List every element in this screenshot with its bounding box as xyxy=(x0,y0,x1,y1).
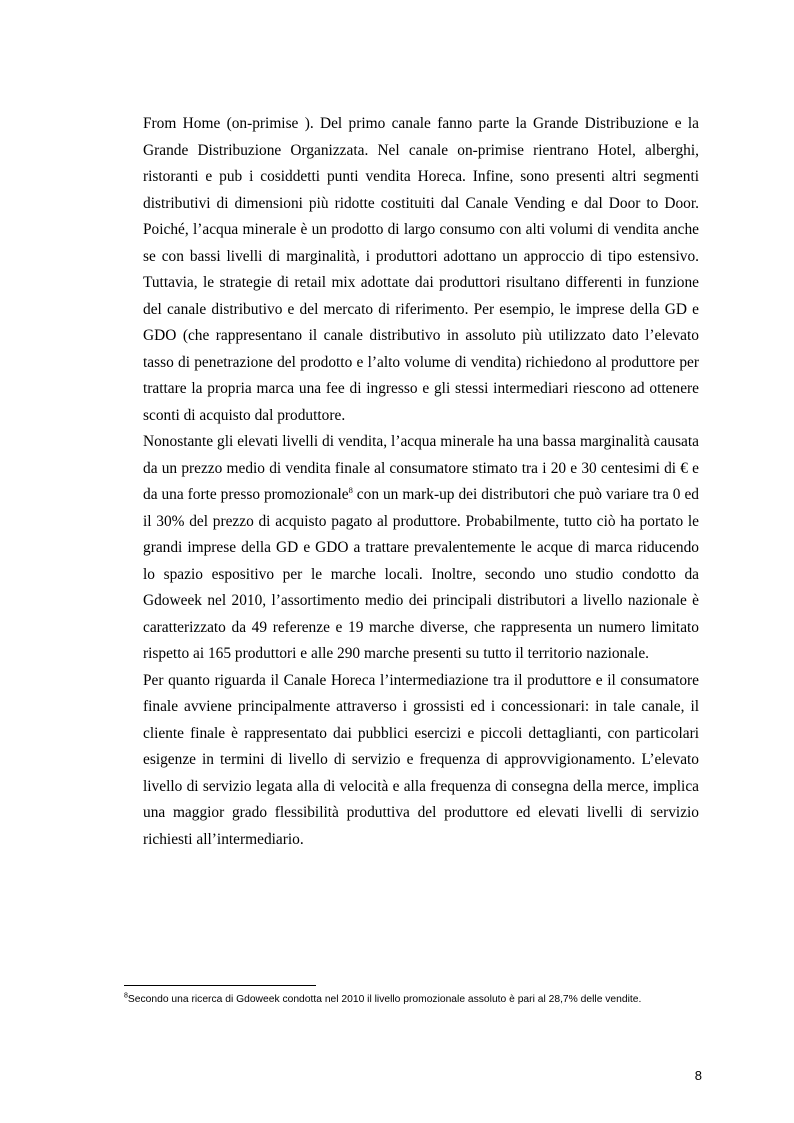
paragraph-1: From Home (on-primise ). Del primo canale fanno parte la Grande Distribuzione e la Grande Distribuzione Organizzata. Nel canale on-primise rientrano Hotel, alberghi, ristoranti e pub i cosiddetti punti vendita Horeca. Infine, sono presenti altri segmenti distributivi di dimensioni più ridotte costituiti dal Canale Vending e dal Door to Door. Poiché, l’acqua minerale è un prodotto di largo consumo con alti volumi di vendita anche se con bassi livelli di marginalità, i produttori adottano un approccio di tipo estensivo. Tuttavia, le strategie di retail mix adottate dai produttori risultano differenti in funzione del canale distributivo e del mercato di riferimento. Per esempio, le imprese della GD e GDO (che rappresentano il canale distributivo in assoluto più utilizzato dato l’elevato tasso di penetrazione del prodotto e l’alto volume di vendita) richiedono al produttore per trattare la propria marca una fee di ingresso e gli stessi intermediari riescono ad ottenere sconti di acquisto dal produttore. xyxy=(143,115,699,424)
footnote-reference[interactable]: 8 xyxy=(348,484,353,495)
paragraph-3: Per quanto riguarda il Canale Horeca l’intermediazione tra il produttore e il consumatore finale avviene principalmente attraverso i grossisti ed i concessionari: in tale canale, il cliente finale è rappresentato dai pubblici esercizi e piccoli dettaglianti, con particolari esigenze in termini di livello di servizio e frequenza di approvvigionamento. L’elevato livello di servizio legata alla di velocità e alla frequenza di consegna della merce, implica una maggior grado flessibilità produttiva del produttore ed elevati livelli di servizio richiesti all’intermediario. xyxy=(143,671,699,848)
page-number: 8 xyxy=(694,1068,702,1083)
footnote-text: Secondo una ricerca di Gdoweek condotta nel 2010 il livello promozionale assoluto è pari al 28,7% delle vendite. xyxy=(127,994,642,1005)
footnote xyxy=(124,994,724,1005)
paragraph-2 xyxy=(143,429,699,668)
paragraph-2-text-after: con un mark-up dei distributori che può variare tra 0 ed il 30% del prezzo di acquisto pagato al produttore. Probabilmente, tutto ciò ha portato le grandi imprese della GD e GDO a trattare prevalentemente le acque di marca riducendo lo spazio espositivo per le marche locali. Inoltre, secondo uno studio condotto da Gdoweek nel 2010, l’assortimento medio dei principali distributori a livello nazionale è caratterizzato da 49 referenze e 19 marche diverse, che rappresenta un numero limitato rispetto ai 165 produttori e alle 290 marche presenti su tutto il territorio nazionale. xyxy=(143,486,699,662)
footnote-number: 8 xyxy=(124,992,128,1000)
footnote-separator xyxy=(124,985,316,986)
paragraph-2-text-before: Nonostante gli elevati livelli di vendita, l’acqua minerale ha una bassa marginalità causata da un prezzo medio di vendita finale al consumatore stimato tra i 20 e 30 centesimi di € e da una forte presso promozionale xyxy=(143,433,699,503)
body-text xyxy=(143,111,699,853)
